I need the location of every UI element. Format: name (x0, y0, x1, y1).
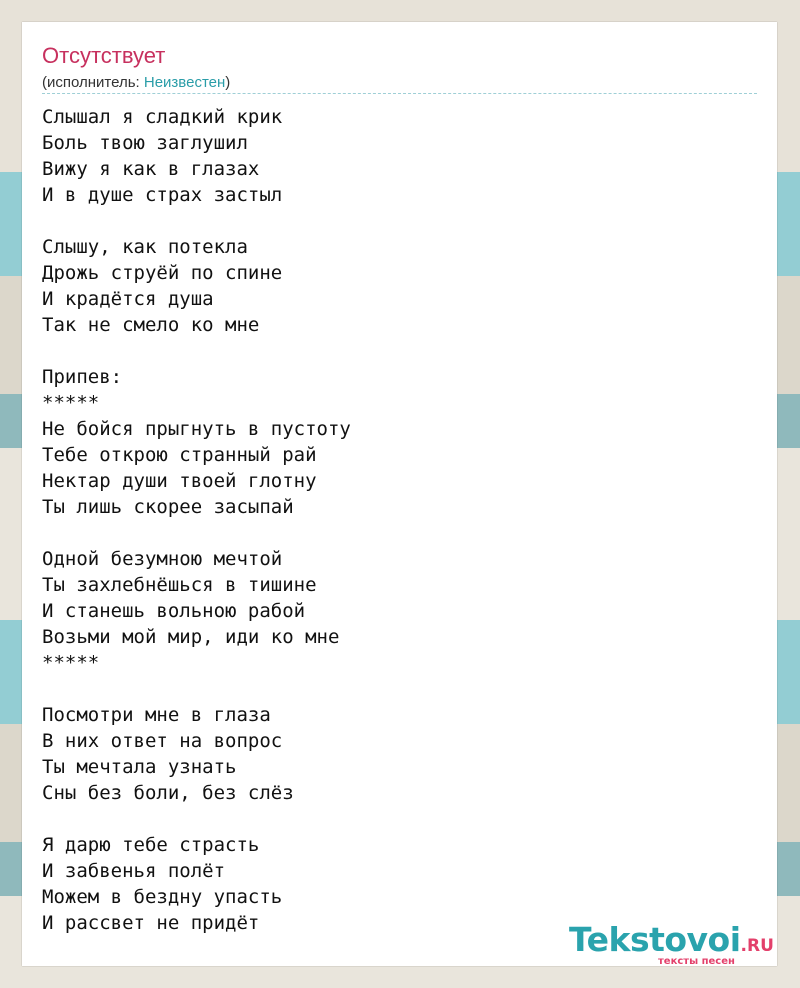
song-title: Отсутствует (42, 43, 166, 68)
logo-wordmark: Tekstovoi (569, 920, 741, 959)
artist-prefix: (исполнитель: (42, 74, 144, 91)
logo-tagline: тексты песен (658, 956, 735, 967)
dashed-divider (42, 93, 757, 94)
lyrics-card (22, 22, 777, 966)
logo-domain: .RU (740, 936, 774, 956)
lyrics-text: Слышал я сладкий крик Боль твою заглушил Вижу я как в глазах И в душе страх застыл Слышу, как потекла Дрожь струёй по спине И крадётся душа Так не смело ко мне Припев: ***** Не бойся прыгнуть в пустоту Тебе открою странный рай Нектар души твоей глотну Ты лишь скорее засыпай Одной безумною мечтой Ты захлебнёшься в тишине И станешь вольною рабой Возьми мой мир, иди ко мне ***** Посмотри мне в глаза В них ответ на вопрос Ты мечтала узнать Сны без боли, без слёз Я дарю тебе страсть И забвенья полёт Можем в бездну упасть И рассвет не придёт (42, 106, 351, 934)
artist-suffix: ) (225, 74, 231, 91)
artist-link[interactable]: Неизвестен (143, 74, 226, 91)
artist-line (42, 73, 230, 93)
site-logo[interactable] (569, 920, 774, 967)
